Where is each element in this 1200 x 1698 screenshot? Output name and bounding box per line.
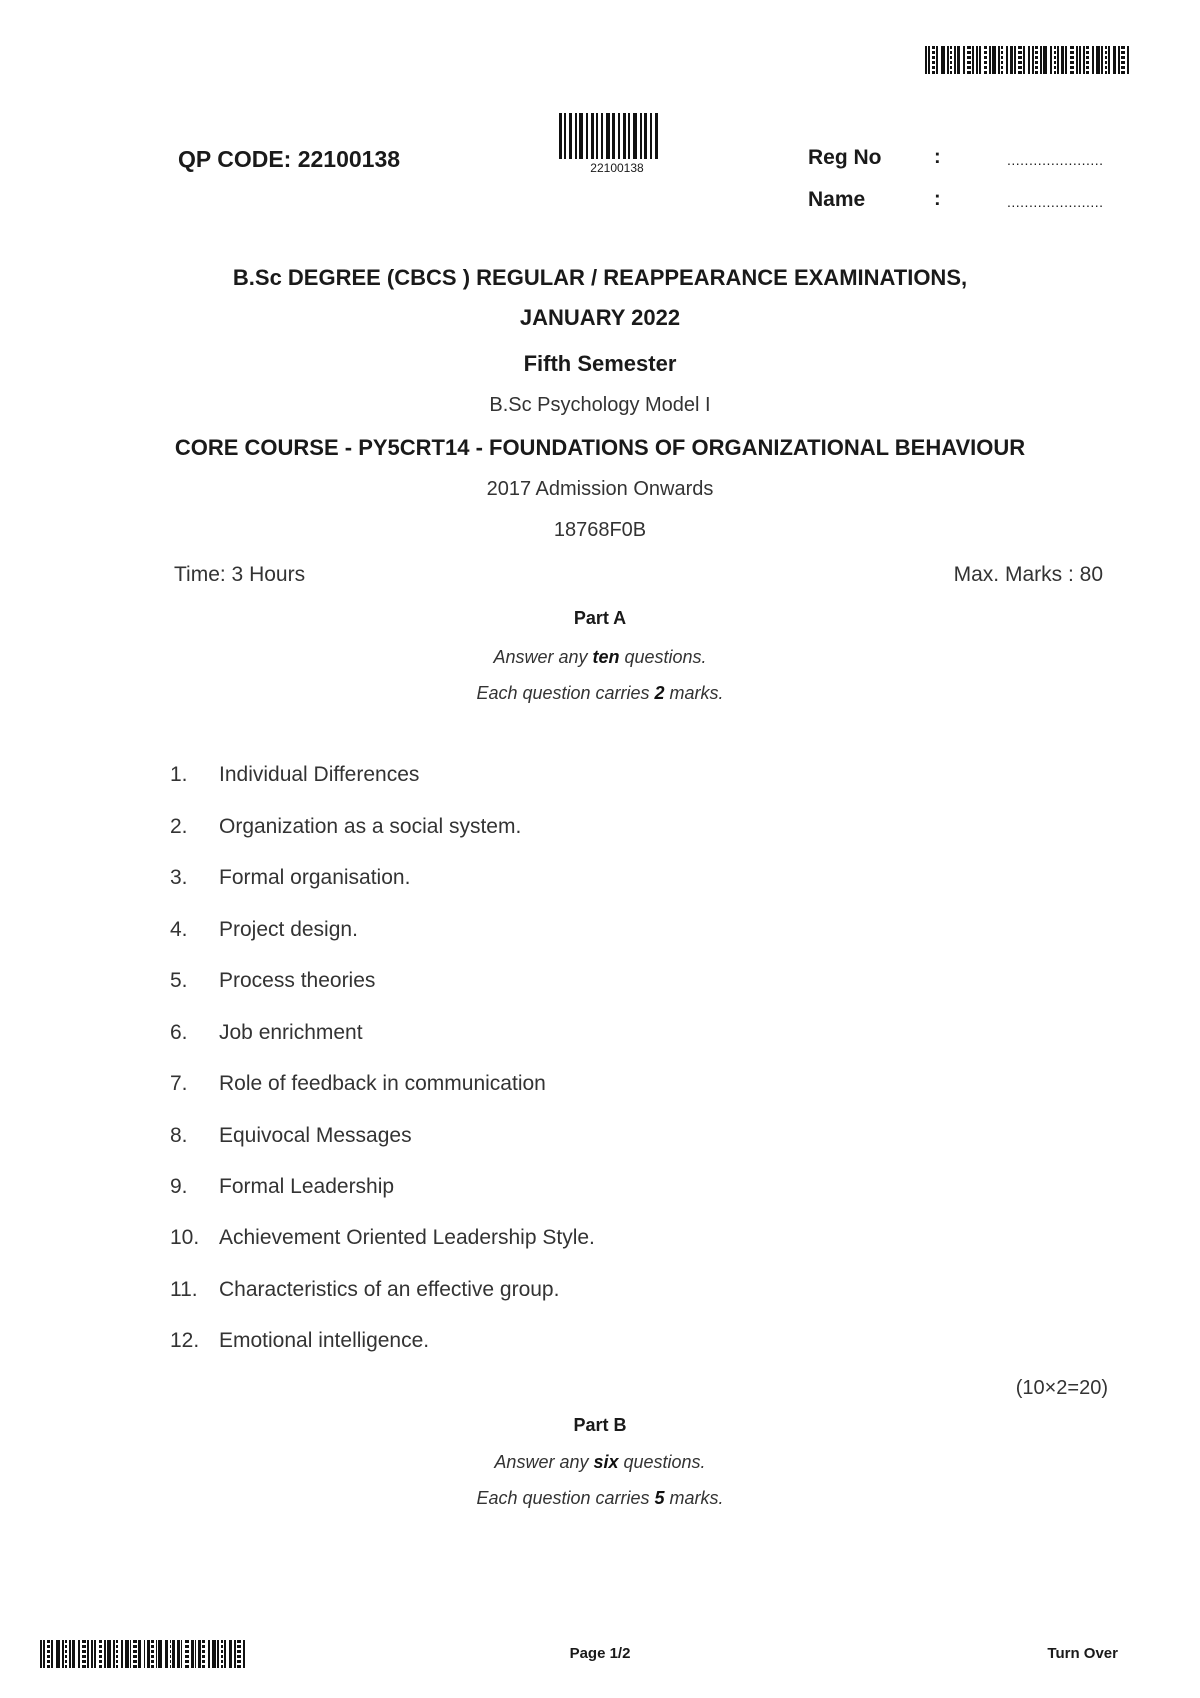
barcode-bar [979, 46, 981, 74]
barcode-bar [1018, 46, 1022, 74]
paper-code: 18768F0B [553, 519, 647, 541]
semester: Fifth Semester [523, 351, 677, 376]
page-number: Page 1/2 [569, 1645, 631, 1662]
barcode-bar [579, 113, 583, 159]
barcode-bar [559, 113, 562, 159]
barcode-bar [655, 113, 658, 159]
question-number: 5. [170, 969, 188, 992]
barcode-bar [618, 113, 620, 159]
barcode-bar [1057, 46, 1059, 74]
barcode-bar [989, 46, 991, 74]
barcode-bar [1083, 46, 1085, 74]
name-colon: : [934, 188, 941, 210]
barcode-bar [591, 113, 594, 159]
exam-title-line2: JANUARY 2022 [519, 305, 681, 330]
question-text: Characteristics of an effective group. [219, 1278, 560, 1301]
name-label: Name [808, 188, 866, 211]
qp-barcode [559, 113, 675, 159]
turn-over: Turn Over [1047, 1645, 1118, 1662]
barcode-bar [1054, 46, 1056, 74]
question-text: Process theories [219, 969, 376, 992]
barcode-bar [947, 46, 949, 74]
barcode-bar [998, 46, 1000, 74]
question-text: Formal organisation. [219, 866, 411, 889]
barcode-bar [569, 113, 572, 159]
question-text: Job enrichment [219, 1021, 363, 1044]
question-number: 4. [170, 918, 188, 941]
question-number: 9. [170, 1175, 188, 1198]
barcode-bar [972, 46, 974, 74]
question-number: 7. [170, 1072, 188, 1095]
barcode-bar [601, 113, 603, 159]
exam-title-line1: B.Sc DEGREE (CBCS ) REGULAR / REAPPEARANCE EXAMINATIONS, [232, 265, 968, 290]
barcode-bar [976, 46, 978, 74]
admission: 2017 Admission Onwards [486, 478, 714, 500]
barcode-bar [1092, 46, 1094, 74]
barcode-bar [644, 113, 647, 159]
barcode-bar [633, 113, 637, 159]
barcode-bar [967, 46, 971, 74]
barcode-bar [1113, 46, 1116, 74]
question-number: 6. [170, 1021, 188, 1044]
barcode-bar [928, 46, 930, 74]
barcode-bar [1070, 46, 1074, 74]
question-text: Individual Differences [219, 763, 420, 786]
barcode-bar [941, 46, 945, 74]
program: B.Sc Psychology Model I [489, 394, 711, 416]
reg-no-colon: : [934, 146, 941, 168]
part-b-instruction-1: Answer any six questions. [494, 1452, 706, 1472]
barcode-bar [575, 113, 577, 159]
barcode-bar [1040, 46, 1042, 74]
barcode-bar [596, 113, 598, 159]
barcode-bar [564, 113, 566, 159]
barcode-bar [606, 113, 610, 159]
barcode-bar [936, 46, 938, 74]
barcode-bar [1001, 46, 1003, 74]
question-text: Equivocal Messages [219, 1124, 412, 1147]
barcode-bar [1035, 46, 1038, 74]
barcode-bar [1014, 46, 1016, 74]
part-b-title: Part B [573, 1415, 627, 1435]
barcode-bar [1121, 46, 1125, 74]
barcode-bar [586, 113, 588, 159]
barcode-bar [957, 46, 960, 74]
question-text: Organization as a social system. [219, 815, 522, 838]
barcode-bar [1010, 46, 1013, 74]
barcode-bar [1032, 46, 1034, 74]
qp-barcode-number: 22100138 [590, 161, 644, 175]
barcode-bar [1101, 46, 1103, 74]
top-barcode [925, 46, 1130, 74]
question-text: Achievement Oriented Leadership Style. [219, 1226, 595, 1249]
part-a-score: (10×2=20) [1015, 1377, 1108, 1399]
barcode-bar [1050, 46, 1052, 74]
barcode-bar [1076, 46, 1078, 74]
barcode-bar [1028, 46, 1030, 74]
question-text: Project design. [219, 918, 358, 941]
qp-code: QP CODE: 22100138 [178, 146, 401, 172]
barcode-bar [950, 46, 952, 74]
question-number: 12. [170, 1329, 200, 1352]
barcode-bar [628, 113, 630, 159]
course-title: CORE COURSE - PY5CRT14 - FOUNDATIONS OF ORGANIZATIONAL BEHAVIOUR [174, 435, 1026, 460]
barcode-bar [612, 113, 615, 159]
reg-no-label: Reg No [808, 146, 882, 169]
barcode-bar [984, 46, 987, 74]
barcode-bar [623, 113, 626, 159]
barcode-bar [1006, 46, 1008, 74]
question-text: Formal Leadership [219, 1175, 395, 1198]
barcode-bar [1105, 46, 1107, 74]
part-a-instruction-1: Answer any ten questions. [493, 647, 707, 667]
barcode-bar [1043, 46, 1047, 74]
barcode-bar [1118, 46, 1120, 74]
barcode-bar [925, 46, 927, 74]
barcode-bar [1127, 46, 1129, 74]
max-marks: Max. Marks : 80 [953, 563, 1103, 586]
barcode-bar [1108, 46, 1110, 74]
barcode-bar [954, 46, 956, 74]
time-duration: Time: 3 Hours [174, 563, 306, 586]
part-b-instruction-2: Each question carries 5 marks. [476, 1488, 724, 1508]
reg-no-field: ...................... [1007, 152, 1104, 168]
barcode-bar [640, 113, 642, 159]
question-text: Role of feedback in communication [219, 1072, 546, 1095]
barcode-bar [1065, 46, 1067, 74]
barcode-bar [650, 113, 652, 159]
barcode-bar [1096, 46, 1100, 74]
barcode-bar [1023, 46, 1025, 74]
question-number: 8. [170, 1124, 188, 1147]
question-number: 1. [170, 763, 188, 786]
barcode-bar [992, 46, 996, 74]
question-number: 2. [170, 815, 188, 838]
part-a-title: Part A [573, 608, 627, 628]
barcode-bar [1061, 46, 1064, 74]
question-number: 10. [170, 1226, 200, 1249]
barcode-bar [1086, 46, 1089, 74]
barcode-bar [932, 46, 935, 74]
part-a-instruction-2: Each question carries 2 marks. [476, 683, 724, 703]
barcode-bar [963, 46, 965, 74]
question-number: 11. [170, 1278, 198, 1301]
name-field: ...................... [1007, 194, 1104, 210]
barcode-bar [1079, 46, 1081, 74]
question-number: 3. [170, 866, 188, 889]
question-text: Emotional intelligence. [219, 1329, 430, 1352]
